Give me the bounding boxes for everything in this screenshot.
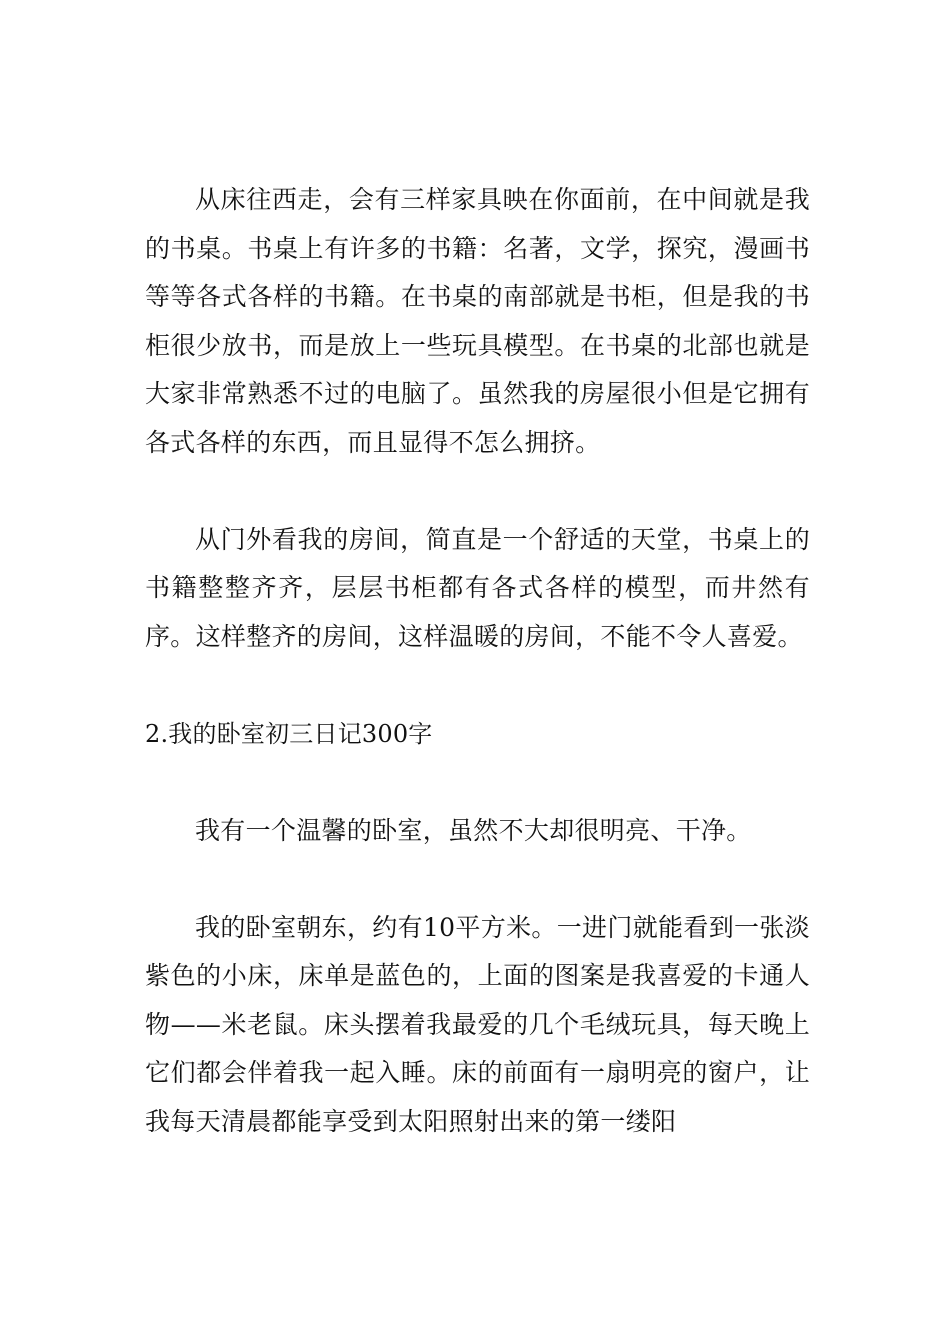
paragraph-intro: 我有一个温馨的卧室，虽然不大却很明亮、干净。 (195, 815, 752, 845)
section-heading: 2.我的卧室初三日记300字 (145, 719, 433, 748)
paragraph-spacer (145, 467, 810, 516)
paragraph-room-view: 从门外看我的房间，简直是一个舒适的天堂，书桌上的书籍整整齐齐，层层书柜都有各式各样的模型，而井然有序。这样整齐的房间，这样温暖的房间，不能不令人喜爱。 (145, 524, 810, 651)
document-body (145, 176, 810, 1146)
paragraph-spacer (145, 758, 810, 807)
paragraph-furniture: 从床往西走，会有三样家具映在你面前，在中间就是我的书桌。书桌上有许多的书籍：名著，文学，探究，漫画书等等各式各样的书籍。在书桌的南部就是书柜，但是我的书柜很少放书，而是放上一些玩具模型。在书桌的北部也就是大家非常熟悉不过的电脑了。虽然我的房屋很小但是它拥有各式各样的东西，而且显得不怎么拥挤。 (145, 185, 810, 457)
paragraph-bedroom: 我的卧室朝东，约有10平方米。一进门就能看到一张淡紫色的小床，床单是蓝色的，上面的图案是我喜爱的卡通人物——米老鼠。床头摆着我最爱的几个毛绒玩具，每天晚上它们都会伴着我一起入睡。床的前面有一扇明亮的窗户，让我每天清晨都能享受到太阳照射出来的第一缕阳 (145, 912, 810, 1136)
paragraph-spacer (145, 661, 810, 710)
paragraph-spacer (145, 855, 810, 904)
